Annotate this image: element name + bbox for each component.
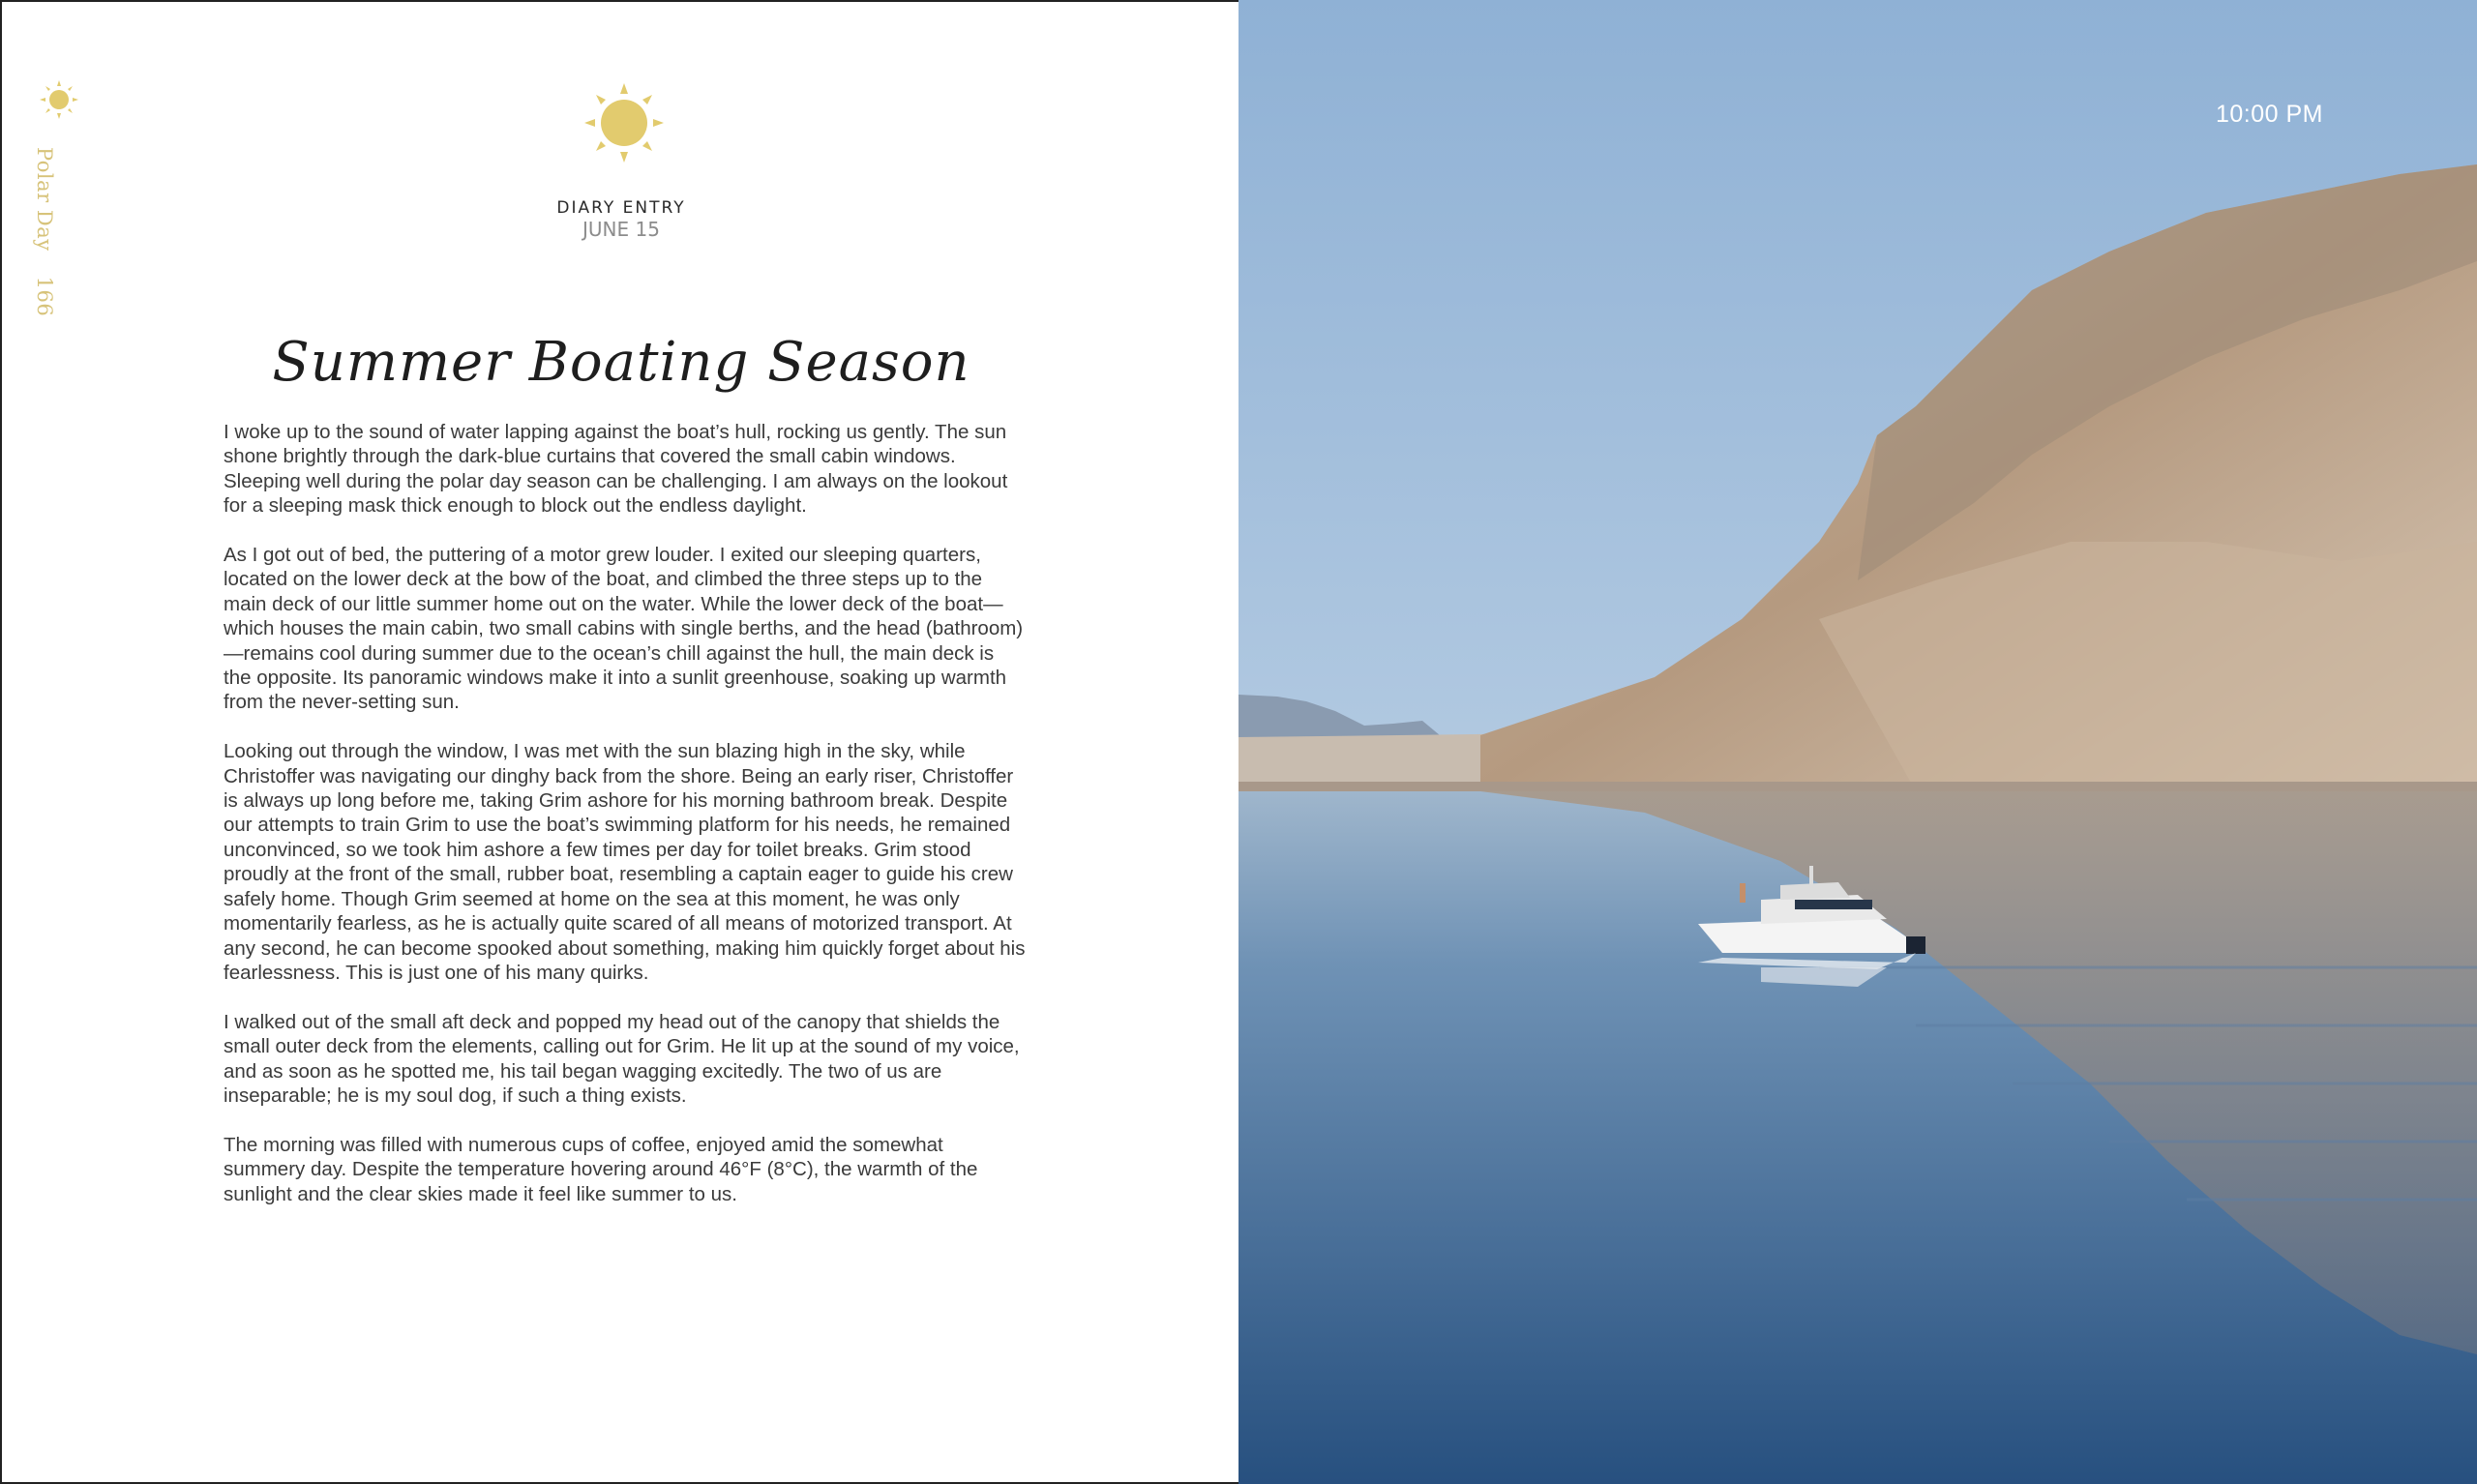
fjord-boat-photo: [1238, 0, 2477, 1484]
entry-date: JUNE 15: [582, 218, 660, 241]
time-label: 10:00 PM: [2216, 101, 2324, 128]
paragraph: The morning was filled with numerous cups of coffee, enjoyed amid the somewhat summery day. Despite the temperature hovering around 46°F (8°C), the warmth of the sunlight and the clear skies made it feel like summer to us.: [224, 1133, 978, 1205]
paragraph: I walked out of the small aft deck and popped my head out of the canopy that shields the small outer deck from the elements, calling out for Grim. He lit up at the sound of my voice, and as soon as he spotted me, his tail began wagging excitedly. The two of us are inseparable; he is my soul dog, if such a thing exists.: [224, 1010, 1020, 1107]
sun-icon: [582, 81, 666, 164]
entry-title: Summer Boating Season: [272, 331, 970, 394]
left-page: [0, 0, 1238, 1484]
small-sun-icon: [39, 79, 79, 120]
paragraph: Looking out through the window, I was met with the sun blazing high in the sky, while Christoffer was navigating our dinghy back from the shore. Being an early riser, Christoffer is always up long before me, taking Grim ashore for his morning bathroom break. Despite our attempts to train Grim to use the boat’s swimming platform for his needs, he remained unconvinced, so we took him ashore a few times per day for toilet breaks. Grim stood proudly at the front of the small, rubber boat, resembling a captain eager to guide his crew safely home. Though Grim seemed at home on the sea at this moment, he was only momentarily fearless, as he is actually quite scared of all means of motorized transport. At any second, he can become spooked about something, making him quickly forget about his fearlessness. This is just one of his many quirks.: [224, 740, 1026, 984]
right-page: [1238, 0, 2477, 1484]
entry-label: DIARY ENTRY: [556, 198, 686, 218]
paragraph: As I got out of bed, the puttering of a motor grew louder. I exited our sleeping quarters, located on the lower deck at the bow of the boat, and climbed the three steps up to the main deck of our little summer home out on the water. While the lower deck of the boat—which houses the main cabin, two small cabins with single berths, and the head (bathroom)—remains cool during summer due to the ocean’s chill against the hull, the main deck is the opposite. Its panoramic windows make it into a sunlit greenhouse, soaking up warmth from the never-setting sun.: [224, 544, 1024, 714]
running-head-title: Polar Day: [33, 147, 56, 252]
page-number: 166: [33, 276, 56, 317]
diary-body: [224, 420, 1027, 1231]
paragraph: I woke up to the sound of water lapping against the boat’s hull, rocking us gently. The sun shone brightly through the dark-blue curtains that covered the small cabin windows. Sleeping well during the polar day season can be challenging. I am always on the lookout for a sleeping mask thick enough to block out the endless daylight.: [224, 421, 1008, 518]
